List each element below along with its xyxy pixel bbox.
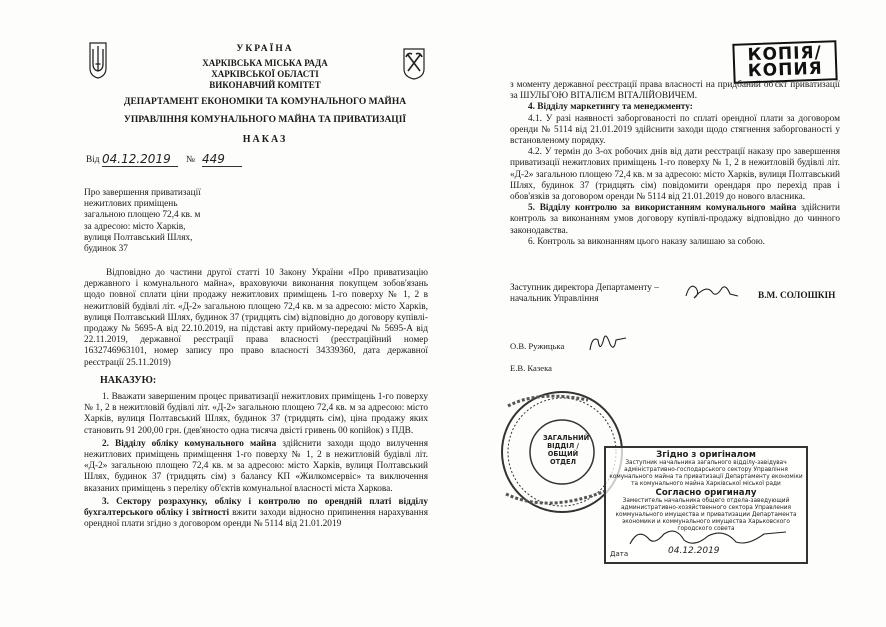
signatory-title: Заступник директора Департаменту – начальник Управління [510, 283, 659, 305]
certification-title: Згідно з оригіналом [656, 450, 756, 460]
header-country: УКРАЇНА [236, 44, 294, 54]
certification-stamp [604, 446, 808, 564]
certification-signature [624, 524, 794, 552]
order-date-line [86, 152, 306, 168]
order-item-4-2: 4.2. У термін до 3-ох робочих днів від дати реєстрації наказу про завершення приватизації нежитлових приміщень 1-го поверху № 1, 2 в нежитловій будівлі літ. «Д-2» загальною площею 72,4 кв. м за адресою: місто Харків, вулиця Полтавський Шлях, будинок 37 (тридцять сім) повідомити орендаря про перехід прав і обов'язків за договором оренди № 5114 від 21.01.2019 до нового власника. [510, 147, 840, 203]
order-item-3: 3. Сектору розрахунку, обліку і контролю по орендній платі відділу бухгалтерського обліку і звітності вжити заходи відносно припинення нарахування орендної плати згідно з договором оренди № 5114 від 21.01.2019 [84, 496, 428, 530]
number-prefix: № [186, 155, 195, 165]
certification-body-ru: Заместитель начальника общего отдела-заведующий административно-хозяйственного сектора Управления коммунального имущества и приватизации Департамента экономики и коммунального имущества Харьковского городского совета [615, 498, 797, 532]
date-value: 04.12.2019 [102, 152, 178, 167]
preamble: Відповідно до частини другої статті 10 Закону України «Про приватизацію державного і комунального майна», враховуючи виконання покупцем зобов'язань щодо повної сплати ціни продажу нежитлових приміщень 1-го поверху № 1, 2 в нежитловій будівлі літ. «Д-2» загальною площею 72,4 кв. м за адресою: місто Харків, вулиця Полтавський Шлях, будинок 37 (тридцять сім) відповідно до договору купівлі-продажу № 5695-А від 22.10.2019, на підставі акту прийому-передачі № 5695-А від 22.11.2019, державної реєстрації права власності (реєстраційний номер 1632746963101, номер запису про право власності 34339360, дата державної реєстрації 25.11.2019) [84, 268, 428, 368]
executor-1: О.В. Ружицька [510, 341, 565, 351]
coat-of-arms-icon [88, 40, 108, 80]
date-prefix: Від [86, 155, 100, 165]
order-subject [84, 188, 264, 255]
copy-stamp: КОПІЯ/ КОПИЯ [732, 40, 837, 84]
order-item-5: 5. Відділу контролю за використанням комунального майна здійснити контроль за виконанням умов договору купівлі-продажу відповідно до чинного законодавства. [510, 203, 840, 236]
executor-signature [586, 330, 630, 360]
number-value: 449 [202, 152, 242, 167]
round-stamp-center: ЗАГАЛЬНИЙ ВІДДІЛ / ОБЩИЙ ОТДЕЛ [543, 434, 590, 466]
order-title: НАКАЗ [242, 134, 288, 145]
header-committee: ВИКОНАВЧИЙ КОМІТЕТ [209, 80, 321, 90]
executor-2: Е.В. Казека [510, 363, 552, 373]
signatory-name: В.М. СОЛОШКІН [758, 291, 836, 301]
header-department: ДЕПАРТАМЕНТ ЕКОНОМІКИ ТА КОМУНАЛЬНОГО МАЙНА [123, 97, 407, 107]
certification-date: 04.12.2019 [668, 546, 720, 556]
subject-line: нежитлових приміщень [84, 199, 178, 210]
header-oblast: ХАРКІВСЬКОЇ ОБЛАСТІ [211, 69, 319, 79]
left-items [84, 392, 428, 530]
certification-title-ru: Согласно оригиналу [655, 488, 757, 498]
order-item-2: 2. Відділу обліку комунального майна здійснити заходи щодо вилучення нежитлових приміщень приміщення 1-го поверху № 1, 2 в нежитловій будівлі літ. «Д-2» загальною площею 72,4 кв. м за адресою: місто Харків, вулиця Полтавський Шлях, будинок 37 (тридцять сім) з балансу КП «Жилкомсервіс» та виключення вказаних приміщень з переліку об'єктів комунальної власності міста Харкова. [84, 438, 428, 494]
subject-line: за адресою: місто Харків, [84, 221, 186, 232]
right-items [510, 80, 840, 248]
order-item-4-1: 4.1. У разі наявності заборгованості по сплаті орендної плати за договором оренди № 5114 від 21.01.2019 здійснити заходи щодо стягнення заборгованості у встановленому порядку. [510, 113, 840, 147]
header-council: ХАРКІВСЬКА МІСЬКА РАДА [202, 58, 328, 68]
order-item-3-cont: з моменту державної реєстрації права власності на придбаний об'єкт приватизації за ШУЛЬГОЮ ВІТАЛІЄМ ВІТАЛІЙОВИЧЕМ. [510, 80, 840, 102]
city-emblem-icon [402, 47, 426, 80]
header-directorate: УПРАВЛІННЯ КОМУНАЛЬНОГО МАЙНА ТА ПРИВАТИЗАЦІЇ [123, 115, 407, 125]
order-word: НАКАЗУЮ: [100, 375, 157, 386]
certification-body: Заступник начальника загального відділу-завідувач адміністративно-господарського сектору Управління комунального майна та приватизації Департаменту економіки та комунального майна Харківської міської ради [609, 460, 803, 487]
subject-line: вулиця Полтавський Шлях, [84, 232, 193, 243]
subject-line: будинок 37 [84, 244, 128, 255]
certification-date-label: Дата [610, 550, 629, 558]
director-signature [682, 280, 742, 304]
subject-line: Про завершення приватизації [84, 188, 201, 198]
order-item-6: 6. Контроль за виконанням цього наказу залишаю за собою. [528, 236, 765, 247]
order-item-4: 4. Відділу маркетингу та менеджменту: [528, 102, 693, 113]
subject-line: загальною площею 72,4 кв. м [84, 210, 201, 221]
order-item-1: 1. Вважати завершеним процес приватизації нежитлових приміщень 1-го поверху № 1, 2 в нежитловій будівлі літ. «Д-2» загальною площею 72,4 кв. м за адресою: місто Харків, вулиця Полтавський Шлях, будинок 37 (тридцять сім), ціна продажу яких становить 91 200,00 грн. (дев'яносто одна тисяча двісті гривень 00 копійок) з ПДВ. [84, 392, 428, 436]
